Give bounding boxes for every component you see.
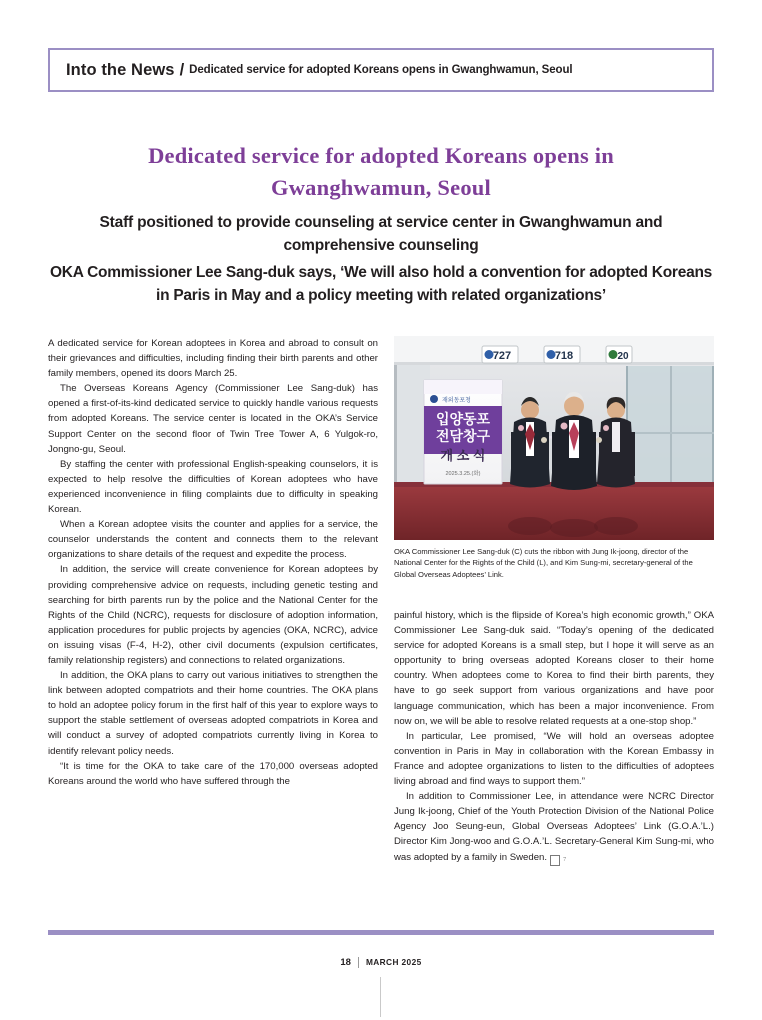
- svg-text:718: 718: [554, 350, 574, 362]
- page-footer: [48, 947, 714, 977]
- paragraph: [394, 789, 714, 864]
- page-spine: [380, 977, 381, 1017]
- article-subhead-secondary: OKA Commissioner Lee Sang-duk says, ‘We will also hold a convention for adopted Koreans in Paris in May and a policy meeting with related organizations’: [49, 264, 713, 304]
- paragraph: When a Korean adoptee visits the counter and applies for a service, the counselor understands the content and connects them to the relevant organizations to share details of the request and expedite the process.: [48, 519, 378, 561]
- svg-text:2025.3.25.(화): 2025.3.25.(화): [445, 471, 481, 477]
- header-slash: /: [179, 60, 185, 79]
- paragraph-text: In addition to Commissioner Lee, in attendance were NCRC Director Jung Ik-joong, Chief of the Youth Protection Division of the National Police Agency Joo Seung-eun, Global Overseas Adoptees’ Link (G.O.A.’L.) Director Kim Jong-woo and G.O.A.’L. Secretary-General Kim Sung-mi, who was adopted by a family in Sweden.: [394, 791, 714, 863]
- paragraph: The Overseas Koreans Agency (Commissioner Lee Sang-duk) has opened a first-of-its-kind dedicated service to quickly handle various requests from adopted Koreans. The service center is located in the OKA’s Service Support Center on the second floor of Twin Tree Tower A, 6 Yulgok-ro, Jongno-gu, Seoul.: [48, 383, 378, 455]
- footer-rule: [48, 930, 714, 935]
- issue-date: MARCH 2025: [365, 957, 422, 967]
- paragraph: In particular, Lee promised, “We will hold an overseas adoptee convention in Paris in May in collaboration with the Korean Embassy in France and adoptee organizations to listen to the difficulties of adoptees living abroad and find ways to support them.”: [394, 730, 714, 788]
- page-number: 18: [340, 956, 351, 968]
- paragraph: A dedicated service for Korean adoptees in Korea and abroad to consult on their grievances and difficulties, including finding their birth parents and other family members, opened its doors March 25.: [48, 338, 378, 380]
- svg-text:개 소 식: 개 소 식: [440, 448, 486, 463]
- end-mark-icon: 7: [550, 855, 560, 866]
- footer-divider: [358, 957, 359, 968]
- header-article-title: Dedicated service for adopted Koreans opens in Gwanghwamun, Seoul: [189, 64, 573, 76]
- body-column-left: [48, 336, 378, 789]
- article-subhead: Staff positioned to provide counseling at service center in Gwanghwamun and comprehensive counseling: [99, 214, 663, 254]
- section-kicker: Into the News: [66, 60, 175, 79]
- paragraph: painful history, which is the flipside of Korea’s high economic growth,” OKA Commissioner Lee Sang-duk said. “Today’s opening of the dedicated service for adopted Koreans is a small step, but I hope it will serve as an opportunity to bring overseas adopted Koreans closer to their home country. When adoptees come to Korea to find their birth parents, they have to go seek support from various organizations and have poor language communication, which has been a major inconvenience. From now on, we will be able to resolve related requests at a one-stop shop.”: [394, 610, 714, 727]
- svg-text:20: 20: [617, 351, 629, 362]
- svg-text:재외동포청: 재외동포청: [442, 398, 471, 404]
- svg-text:727: 727: [492, 350, 512, 362]
- paragraph: By staffing the center with professional English-speaking counselors, it is expected to help resolve the difficulties of Korean adoptees who have experienced inconvenience in filing complaints due to difficulty in speaking Korean.: [48, 458, 378, 516]
- section-header-band: [48, 48, 714, 92]
- svg-text:전담창구: 전담창구: [435, 428, 491, 444]
- body-column-right: [394, 608, 714, 865]
- svg-text:입양동포: 입양동포: [435, 411, 491, 427]
- paragraph: “It is time for the OKA to take care of the 170,000 overseas adopted Koreans around the world who have suffered through the: [48, 760, 378, 787]
- paragraph: In addition, the OKA plans to carry out various initiatives to strengthen the link between adopted compatriots and their home countries. The OKA plans to hold an adoptee policy forum in the first half of this year to explore ways to support the stable settlement of overseas adopted compatriots in Korea and will conduct a survey of adopted compatriots currently living in Korea to identify relevant policy needs.: [48, 670, 378, 757]
- paragraph: In addition, the service will create convenience for Korean adoptees by providing comprehensive advice on requests, including genetic testing and searching for birth parents run by the police and the National Center for the Rights of the Child (NCRC), requests for disclosure of adoption information, application procedures for public projects by agencies (OKA, NCRC), advice on issuing visas (F-4, H-2), other civil documents (expulsion certificates, family relationship registers) and connections to related organizations.: [48, 564, 378, 666]
- article-headline: Dedicated service for adopted Koreans opens in Gwanghwamun, Seoul: [148, 143, 614, 200]
- article-photo: [394, 336, 714, 540]
- photo-caption: OKA Commissioner Lee Sang-duk (C) cuts the ribbon with Jung Ik-joong, director of the National Center for the Rights of the Child (L), and Kim Sung-mi, secretary-general of the Global Overseas Adoptees’ Link.: [394, 547, 693, 579]
